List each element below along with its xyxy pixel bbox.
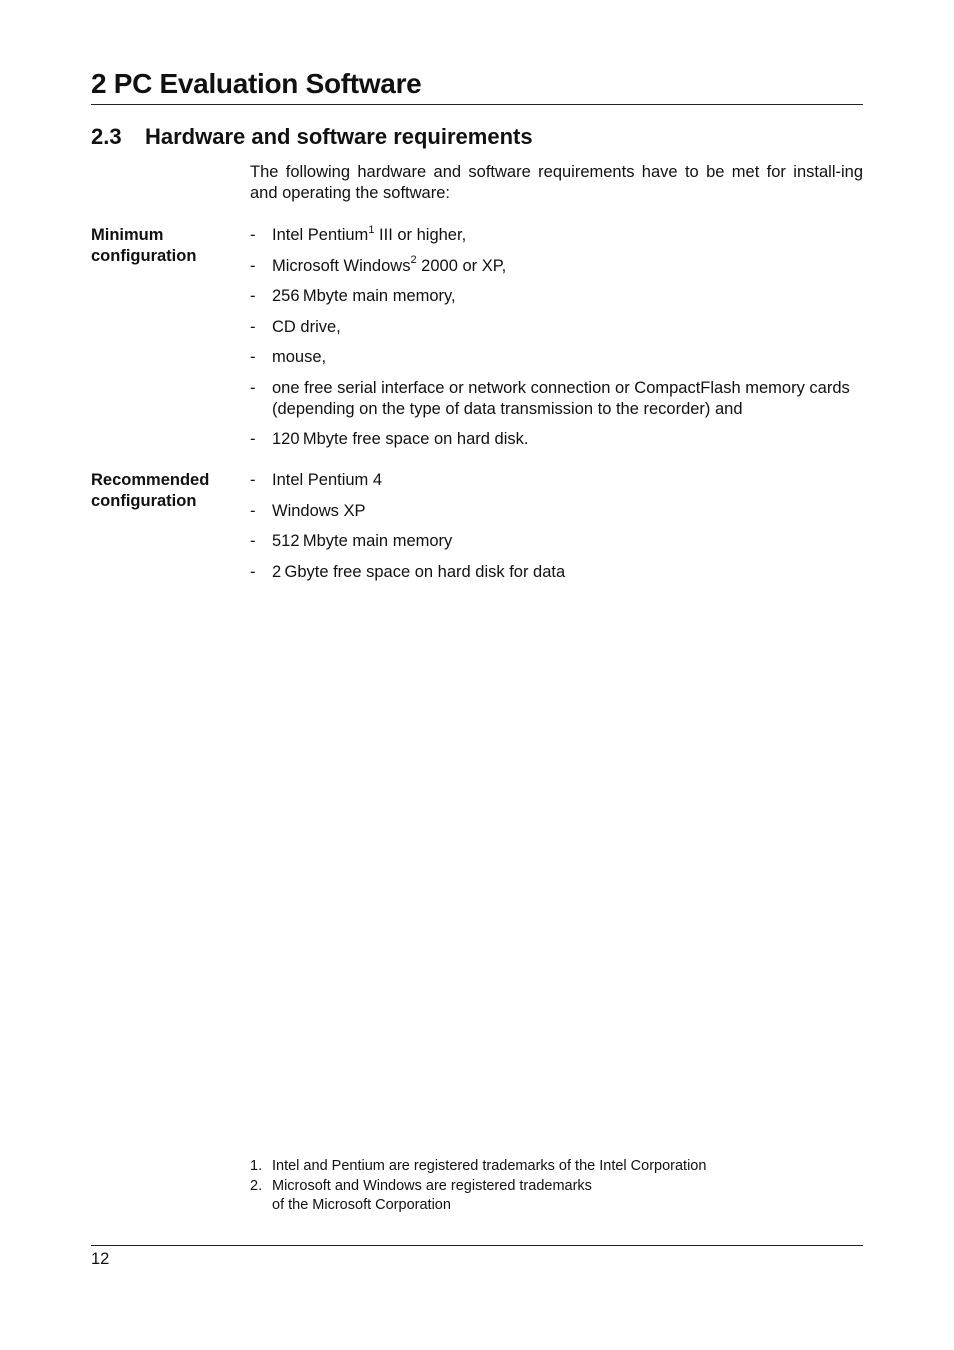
list-dash: -: [250, 430, 256, 448]
list-item: [250, 501, 863, 522]
chapter-title: 2 PC Evaluation Software: [91, 68, 422, 99]
minimum-requirements-list: [250, 225, 863, 460]
footnotes: [250, 1157, 863, 1216]
list-dash: -: [250, 471, 256, 489]
list-item: [250, 378, 863, 420]
list-item: [250, 470, 863, 491]
recommended-requirements-list: [250, 470, 863, 592]
minimum-label-line2: configuration: [91, 247, 197, 265]
header-divider: [91, 104, 863, 105]
list-dash: -: [250, 562, 256, 581]
list-dash: -: [250, 348, 256, 366]
footnote-ref: 1: [368, 223, 375, 236]
list-dash: -: [250, 317, 256, 336]
list-item-text: Microsoft Windows: [272, 256, 411, 275]
list-item-text: mouse,: [272, 348, 327, 366]
list-item: [250, 562, 863, 583]
list-item-text: Windows XP: [272, 501, 366, 520]
list-item-text-cont: III or higher,: [374, 226, 467, 244]
list-item-text: 256 Mbyte main memory,: [272, 287, 456, 305]
list-item: [250, 286, 863, 307]
list-item-text-cont: 2000 or XP,: [416, 256, 507, 275]
minimum-configuration-label: [91, 225, 241, 267]
footnote-text-cont: of the Microsoft Corporation: [272, 1197, 451, 1213]
list-dash: -: [250, 532, 256, 550]
list-dash: -: [250, 501, 256, 520]
footnote-ref: 2: [410, 254, 417, 266]
list-dash: -: [250, 256, 256, 275]
section-number: 2.3: [91, 124, 122, 149]
list-item: [250, 317, 863, 338]
minimum-label-line1: Minimum: [91, 226, 164, 244]
list-item: [250, 347, 863, 368]
section-heading-text: Hardware and software requirements: [145, 124, 533, 149]
footnote-number: 2.: [250, 1178, 263, 1194]
list-item-text: one free serial interface or network connection or CompactFlash memory cards (depending on the type of data transmission to the recorder) and: [272, 378, 850, 418]
intro-paragraph: The following hardware and software requirements have to be met for install-ing and operating the software:: [250, 163, 863, 202]
footnote: [250, 1157, 863, 1176]
list-item-text: 120 Mbyte free space on hard disk.: [272, 430, 529, 448]
list-dash: -: [250, 378, 256, 397]
footnote-number: 1.: [250, 1158, 263, 1174]
list-item-text: CD drive,: [272, 317, 341, 336]
recommended-label-line1: Recommended: [91, 471, 210, 489]
footnote-text: Intel and Pentium are registered trademarks of the Intel Corporation: [272, 1158, 707, 1174]
list-dash: -: [250, 287, 256, 305]
list-dash: -: [250, 226, 256, 244]
footnote: [250, 1177, 863, 1215]
list-item: [250, 256, 863, 277]
list-item-text: 2 Gbyte free space on hard disk for data: [272, 562, 566, 581]
footer-divider: [91, 1245, 863, 1246]
footnote-text: Microsoft and Windows are registered trademarks: [272, 1178, 592, 1194]
list-item: [250, 429, 863, 450]
recommended-configuration-label: [91, 470, 241, 512]
page-number: 12: [91, 1250, 110, 1268]
list-item: [250, 225, 863, 246]
recommended-label-line2: configuration: [91, 492, 197, 510]
list-item-text: 512 Mbyte main memory: [272, 532, 453, 550]
section-title: [91, 122, 533, 152]
list-item: [250, 531, 863, 552]
list-item-text: Intel Pentium: [272, 226, 369, 244]
list-item-text: Intel Pentium 4: [272, 471, 383, 489]
